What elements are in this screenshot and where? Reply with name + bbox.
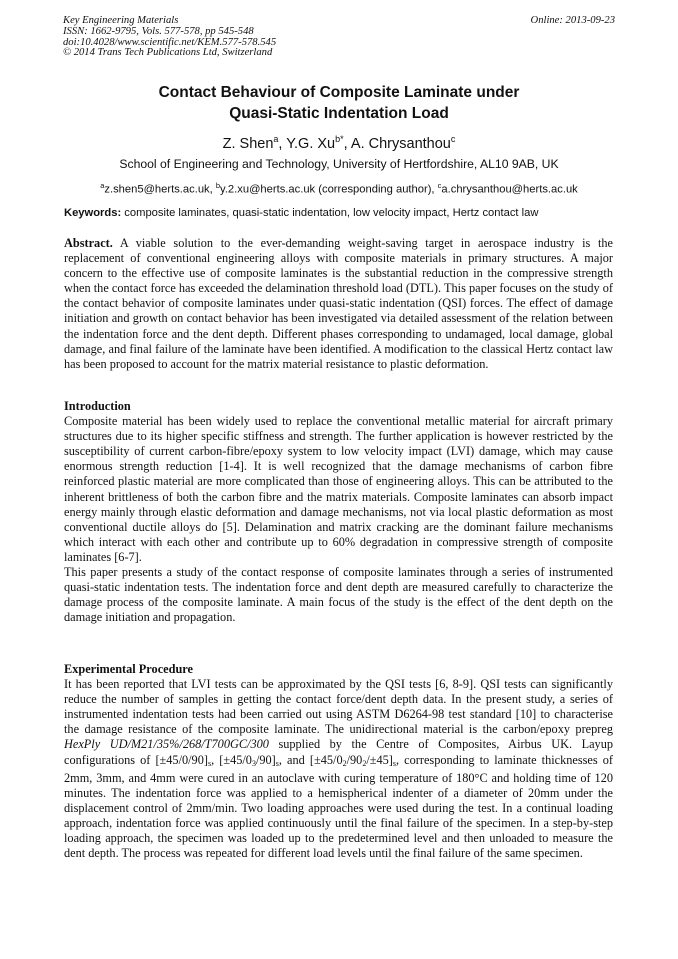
layup-3-count: 2: [342, 758, 347, 768]
experimental-section: [64, 662, 613, 861]
copyright-line: © 2014 Trans Tech Publications Ltd, Switzerland: [63, 47, 273, 59]
author-mark: c: [450, 134, 456, 144]
layup-3-part: /90: [346, 752, 363, 767]
experimental-paragraph: [64, 677, 613, 861]
doi-line: doi:10.4028/www.scientific.net/KEM.577-578.545: [63, 36, 277, 48]
abstract-text: A viable solution to the ever-demanding weight-saving target in aerospace industry is the replacement of conventional engineering alloys with composite materials in primary structures. A major concern to the effective use of composite laminates is the substantial reduction in the compressive strength when the contact force has exceeded the delamination threshold load (DTL). This paper focuses on the study of the contact behavior of composite laminates under quasi-static indentation (QSI) forces. The effect of damage initiation and growth on contact behavior has been investigated via detailed assessment of the relation between the indentation force and the dent depth. Different phases corresponding to undamaged, local damage, global damage, and final failure of the laminate have been identified. A modification to the classical Hertz contact law has been proposed to account for the matrix material resistance to plastic deformation.: [64, 236, 613, 371]
layup-sym-sub: s: [392, 758, 397, 768]
experimental-heading: Experimental Procedure: [64, 662, 193, 676]
author-sep: ,: [343, 135, 351, 152]
author-name: Y.G. Xu: [286, 135, 336, 152]
layup-3-part: /±45]: [366, 752, 393, 767]
email-link[interactable]: y.2.xu@herts.ac.uk (corresponding author),: [220, 183, 438, 196]
author-name: Z. Shen: [222, 135, 274, 152]
author-mark: a: [273, 134, 279, 144]
paper-title: [40, 82, 638, 124]
author-name: A. Chrysanthou: [350, 135, 451, 152]
experimental-text: It has been reported that LVI tests can be approximated by the QSI tests [6, 8-9]. QSI tests can significantly reduce the number of samples in getting the contact force/dent depth data. In the present study, a series of instrumented indentation tests had been carried out using ASTM D6264-98 test standard [10] to characterise the damage resistance of the composite laminate. The unidirectional material is the carbon/epoxy prepreg: [64, 677, 613, 737]
layup-sep: , and: [278, 752, 310, 767]
layup-sym-sub: s: [275, 758, 279, 768]
introduction-heading: Introduction: [64, 399, 131, 413]
layup-3-part: [±45/0: [309, 752, 343, 767]
prepreg-name: HexPly UD/M21/35%/268/T700GC/300: [64, 737, 269, 752]
issn-line: ISSN: 1662-9795, Vols. 577-578, pp 545-548: [63, 25, 254, 37]
experimental-text: supplied by the Centre of Composites, Airbus UK. Layup configurations of: [64, 737, 613, 767]
email-mark: a: [100, 181, 105, 190]
email-link[interactable]: a.chrysanthou@herts.ac.uk: [441, 183, 578, 196]
email-link[interactable]: z.shen5@herts.ac.uk,: [104, 183, 216, 196]
online-date: Online: 2013-09-23: [530, 15, 615, 26]
introduction-section: [64, 399, 613, 625]
author-mark: b*: [335, 134, 344, 144]
layup-sep: ,: [211, 752, 220, 767]
keywords-label: Keywords:: [64, 207, 122, 219]
experimental-text: , corresponding to laminate thicknesses of 2mm, 3mm, and 4mm were cured in an autoclave with curing temperature of 180°C and holding time of 120 minutes. The indentation force was applied to a hemispherical indenter of a diameter of 20mm under the displacement control of 2mm/min. Two loading approaches were used during the test. In a continual loading approach, indentation force was applied continuously until the final failure of the specimen. In a step-by-step loading approach, the specimen was loaded up to the predetermined level and then unloaded to measure the dent depth. The process was repeated for different load levels until the final failure of the same specimen.: [64, 752, 613, 861]
journal-header: [63, 16, 615, 59]
introduction-paragraph-2: This paper presents a study of the contact response of composite laminates through a series of instrumented quasi-static indentation tests. The indentation force and dent depth are measured carefully to characterize the damage process of the composite laminate. A main focus of the study is the effect of the dent depth on the damage initiation and propagation.: [64, 565, 613, 625]
layup-1: [±45/0/90]: [155, 752, 208, 767]
layup-2-part: /90]: [255, 752, 276, 767]
author-emails: [30, 178, 648, 198]
email-mark: c: [437, 181, 442, 190]
abstract: [64, 236, 613, 372]
title-line-2: Quasi-Static Indentation Load: [229, 105, 449, 122]
affiliation: School of Engineering and Technology, University of Hertfordshire, AL10 9AB, UK: [119, 157, 559, 171]
introduction-paragraph-1: Composite material has been widely used to replace the conventional metallic material for aircraft primary structures due to its higher specific stiffness and strength. The further application is however restricted by the susceptibility of current carbon-fibre/epoxy system to low velocity impact (LVI) damage, which may cause enormous strength reduction [1-4]. It is well recognized that the damage mechanisms of carbon fibre reinforced plastic material are more complicated than those of engineering alloys. This can be attributed to the inherent brittleness of both the carbon fibre and the matrix materials. Composite laminates can absorb impact energy mainly through elastic deformation and damage mechanisms, not via local plastic deformation as most conventional ductile alloys do [5]. Delamination and matrix cracking are the dominant failure mechanisms which interact with each other and contribute up to 60% degradation in compressive strength of composite laminates [6-7].: [64, 414, 613, 564]
journal-name: Key Engineering Materials: [63, 15, 179, 26]
author-sep: ,: [278, 135, 287, 152]
abstract-label: Abstract.: [64, 236, 113, 250]
layup-2-count: 3: [251, 758, 256, 768]
layup-sym-sub: s: [207, 758, 212, 768]
keywords: [64, 206, 624, 221]
keywords-text: composite laminates, quasi-static indentation, low velocity impact, Hertz contact law: [121, 207, 539, 219]
layup-3-count: 2: [362, 758, 367, 768]
author-list: [40, 130, 638, 153]
layup-2-part: [±45/0: [219, 752, 252, 767]
email-mark: b: [215, 181, 221, 190]
title-line-1: Contact Behaviour of Composite Laminate under: [158, 84, 520, 101]
